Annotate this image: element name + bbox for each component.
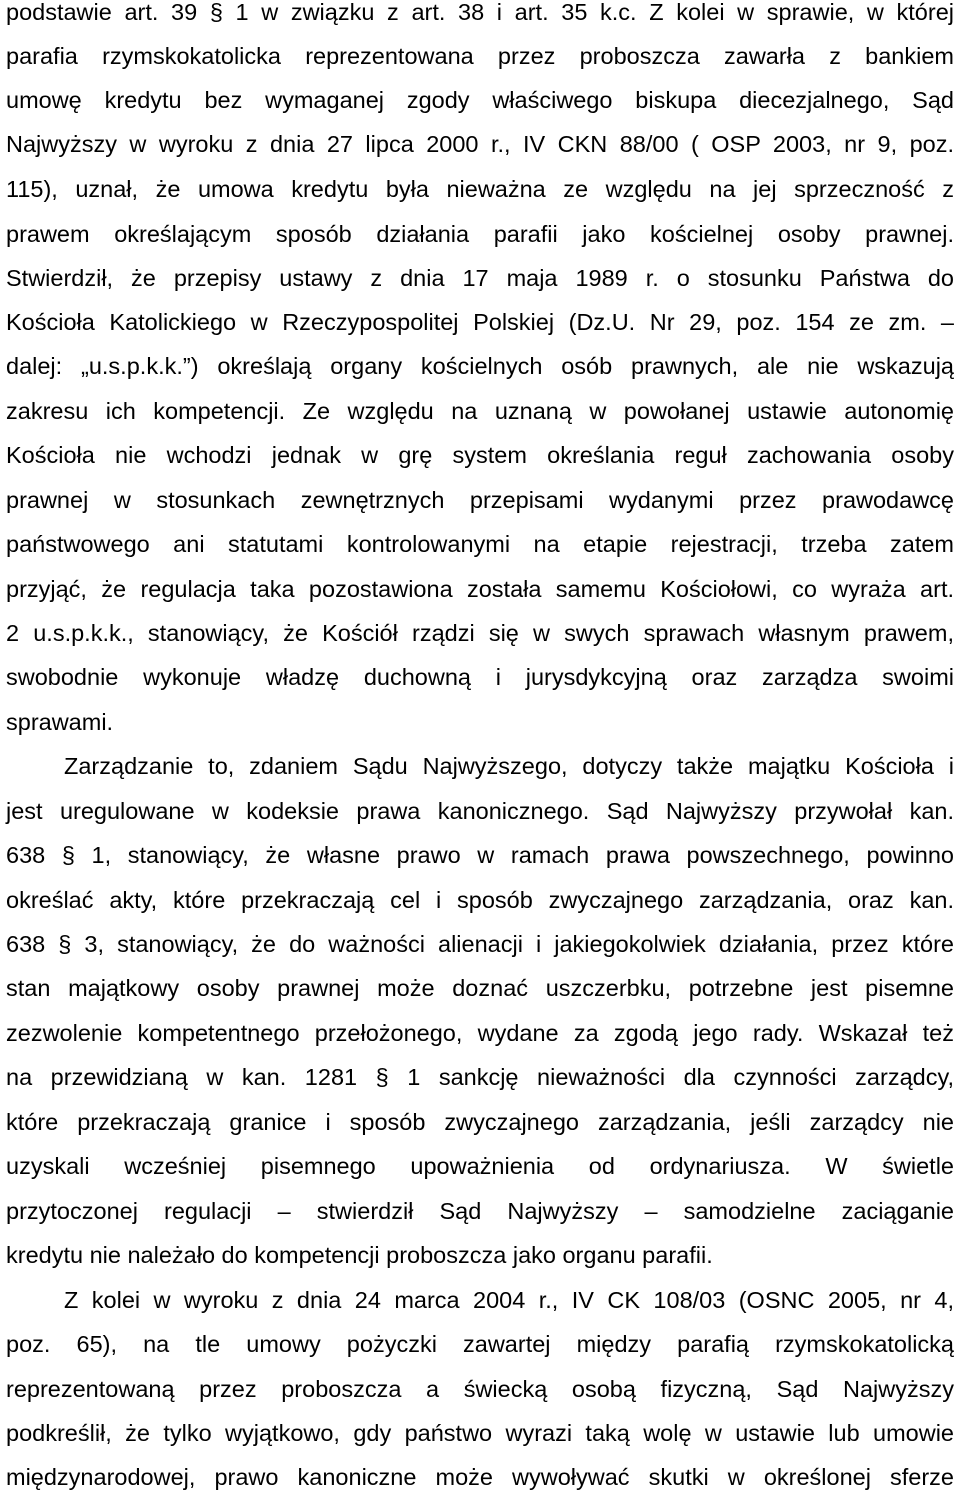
text-line: dalej: „u.s.p.k.k.”) określają organy kościelnych osób prawnych, ale nie wskazują <box>6 353 954 379</box>
text-line: prawnej w stosunkach zewnętrznych przepisami wydanymi przez prawodawcę <box>6 487 954 513</box>
text-line: przytoczonej regulacji – stwierdził Sąd Najwyższy – samodzielne zaciąganie <box>6 1198 954 1224</box>
text-line: na przewidzianą w kan. 1281 § 1 sankcję nieważności dla czynności zarządcy, <box>6 1064 954 1090</box>
text-line: Kościoła nie wchodzi jednak w grę system określania reguł zachowania osoby <box>6 442 954 468</box>
text-line: kredytu nie należało do kompetencji proboszcza jako organu parafii. <box>6 1242 713 1268</box>
text-line: parafia rzymskokatolicka reprezentowana przez proboszcza zawarła z bankiem <box>6 43 954 69</box>
text-line: reprezentowaną przez proboszcza a świecką osobą fizyczną, Sąd Najwyższy <box>6 1376 954 1402</box>
text-line: 638 § 1, stanowiący, że własne prawo w ramach prawa powszechnego, powinno <box>6 842 954 868</box>
text-line: przyjąć, że regulacja taka pozostawiona została samemu Kościołowi, co wyraża art. <box>6 576 954 602</box>
text-line: zakresu ich kompetencji. Ze względu na uznaną w powołanej ustawie autonomię <box>6 398 954 424</box>
text-line: podstawie art. 39 § 1 w związku z art. 38 i art. 35 k.c. Z kolei w sprawie, w której <box>6 0 954 25</box>
text-line: swobodnie wykonuje władzę duchowną i jurysdykcyjną oraz zarządza swoimi <box>6 664 954 690</box>
text-line: które przekraczają granice i sposób zwyczajnego zarządzania, jeśli zarządcy nie <box>6 1109 954 1135</box>
text-line: sprawami. <box>6 709 114 735</box>
text-line: Najwyższy w wyroku z dnia 27 lipca 2000 r., IV CKN 88/00 ( OSP 2003, nr 9, poz. <box>6 131 954 157</box>
text-line: Kościoła Katolickiego w Rzeczypospolitej Polskiej (Dz.U. Nr 29, poz. 154 ze zm. – <box>6 309 954 335</box>
text-line: jest uregulowane w kodeksie prawa kanonicznego. Sąd Najwyższy przywołał kan. <box>6 798 954 824</box>
text-line: 638 § 3, stanowiący, że do ważności alienacji i jakiegokolwiek działania, przez które <box>6 931 954 957</box>
text-line: Zarządzanie to, zdaniem Sądu Najwyższego, dotyczy także majątku Kościoła i <box>64 753 954 779</box>
text-line: Stwierdził, że przepisy ustawy z dnia 17 maja 1989 r. o stosunku Państwa do <box>6 265 954 291</box>
text-line: określać akty, które przekraczają cel i sposób zwyczajnego zarządzania, oraz kan. <box>6 887 954 913</box>
text-line: uzyskali wcześniej pisemnego upoważnienia od ordynariusza. W świetle <box>6 1153 954 1179</box>
text-line: zezwolenie kompetentnego przełożonego, wydane za zgodą jego rady. Wskazał też <box>6 1020 954 1046</box>
text-line: Z kolei w wyroku z dnia 24 marca 2004 r., IV CK 108/03 (OSNC 2005, nr 4, <box>64 1287 954 1313</box>
text-line: poz. 65), na tle umowy pożyczki zawartej między parafią rzymskokatolicką <box>6 1331 954 1357</box>
text-line: państwowego ani statutami kontrolowanymi na etapie rejestracji, trzeba zatem <box>6 531 954 557</box>
text-line: stan majątkowy osoby prawnej może doznać uszczerbku, potrzebne jest pisemne <box>6 975 954 1001</box>
text-line: podkreślił, że tylko wyjątkowo, gdy państwo wyrazi taką wolę w ustawie lub umowie <box>6 1420 954 1446</box>
text-line: 115), uznał, że umowa kredytu była nieważna ze względu na jej sprzeczność z <box>6 176 954 202</box>
text-line: umowę kredytu bez wymaganej zgody właściwego biskupa diecezjalnego, Sąd <box>6 87 954 113</box>
text-line: międzynarodowej, prawo kanoniczne może wywoływać skutki w określonej sferze <box>6 1464 954 1490</box>
text-line: prawem określającym sposób działania parafii jako kościelnej osoby prawnej. <box>6 221 954 247</box>
text-line: 2 u.s.p.k.k., stanowiący, że Kościół rządzi się w swych sprawach własnym prawem, <box>6 620 954 646</box>
